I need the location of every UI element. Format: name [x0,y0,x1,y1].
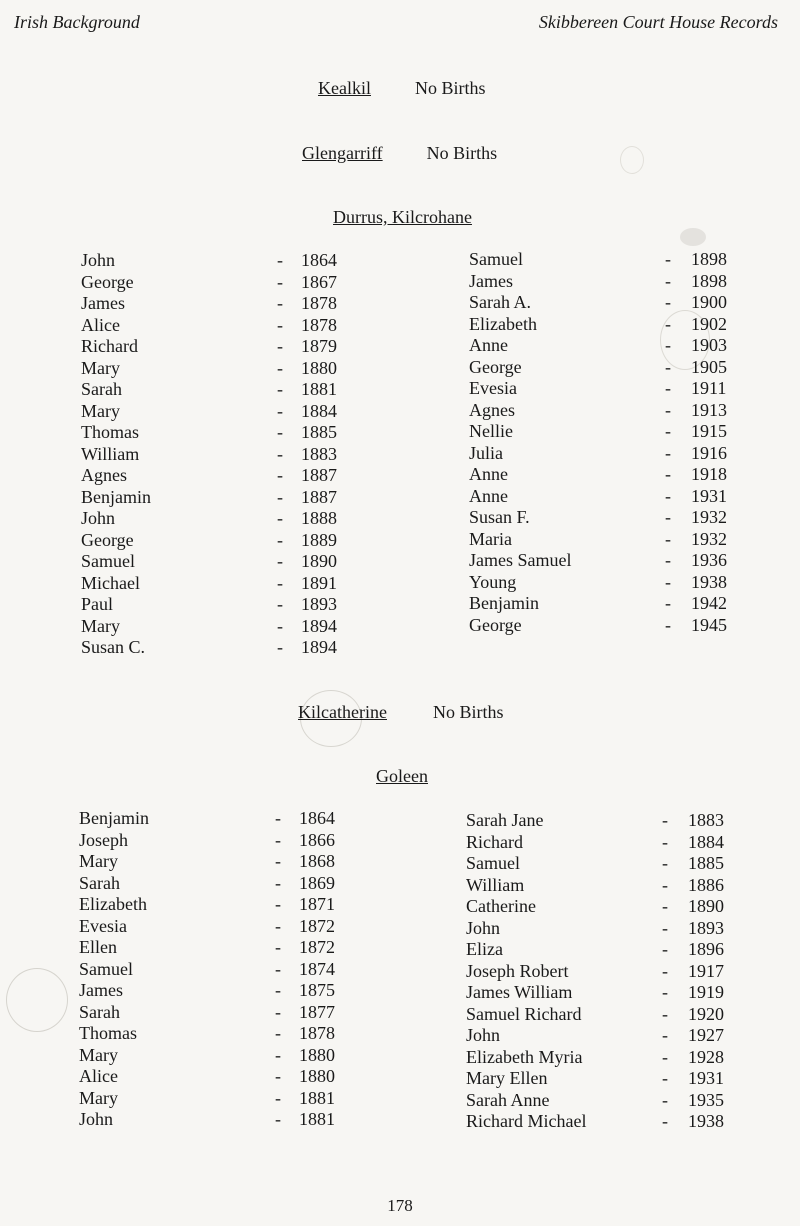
entry-dash: - [662,810,668,830]
entry-year: 1894 [301,615,337,636]
entry-year: 1878 [301,293,337,313]
entry-name: Alice [79,1066,118,1086]
entry-year: 1893 [688,917,724,938]
entry-dash: - [662,982,668,1002]
entry-dash: - [277,529,283,550]
entry-year: 1867 [301,271,337,292]
entry-name: Evesia [469,378,517,398]
entry-name: Mary [79,851,118,871]
entry-name: Mary [79,1087,118,1108]
entry-dash: - [275,829,281,850]
entry-year: 1878 [299,1023,335,1043]
entry-year: 1878 [301,314,337,335]
entry-year: 1884 [301,400,337,421]
entry-dash: - [277,400,283,421]
section-note: No Births [426,143,498,163]
entry-year: 1890 [688,896,724,916]
entry-name: James [79,980,123,1000]
entry-dash: - [275,915,281,936]
entry-name: Samuel [81,551,135,571]
entry-year: 1871 [299,894,335,914]
entry-dash: - [665,528,671,549]
entry-dash: - [275,937,281,957]
entry-dash: - [665,249,671,269]
entry-name: Mary [81,400,120,421]
entry-name: Thomas [81,422,139,442]
entry-name: Sarah [79,1001,120,1022]
entry-name: James [81,293,125,313]
entry-dash: - [662,1111,668,1131]
entry-name: Agnes [469,399,515,420]
entry-year: 1915 [691,421,727,441]
entry-name: James [469,270,513,291]
entry-year: 1903 [691,335,727,355]
entry-year: 1942 [691,593,727,613]
entry-dash: - [277,637,283,657]
entry-dash: - [277,336,283,356]
entry-name: Sarah Anne [466,1089,550,1110]
entry-dash: - [665,421,671,441]
entry-year: 1872 [299,915,335,936]
entry-year: 1932 [691,528,727,549]
entry-name: Joseph Robert [466,960,569,981]
entry-name: Samuel [469,249,523,269]
entry-name: James Samuel [469,550,572,570]
entry-name: Mary [79,1044,118,1065]
entry-year: 1881 [299,1087,335,1108]
entry-dash: - [665,270,671,291]
entry-name: Julia [469,442,503,463]
entry-year: 1893 [301,594,337,614]
entry-dash: - [665,507,671,527]
entry-dash: - [665,485,671,506]
entry-year: 1880 [299,1044,335,1065]
entry-name: Elizabeth [469,313,537,334]
entry-year: 1891 [301,572,337,593]
entry-dash: - [662,1025,668,1045]
entry-name: Eliza [466,939,503,959]
section-glengarriff [302,143,497,164]
entry-name: Mary [81,357,120,378]
entry-year: 1928 [688,1046,724,1067]
section-kealkil [318,78,486,99]
entry-year: 1936 [691,550,727,570]
entry-dash: - [277,422,283,442]
entry-name: Elizabeth [79,894,147,914]
entry-year: 1905 [691,356,727,377]
entry-name: Samuel [466,853,520,873]
header-left: Irish Background [14,12,140,32]
entry-name: George [469,614,522,635]
entry-year: 1875 [299,980,335,1000]
entry-year: 1898 [691,270,727,291]
entry-dash: - [275,1001,281,1022]
entry-year: 1900 [691,292,727,312]
entry-name: Richard [466,831,523,852]
entry-name: Samuel [79,958,133,979]
entry-year: 1880 [299,1066,335,1086]
entry-name: Sarah Jane [466,810,544,830]
entry-dash: - [665,335,671,355]
entry-dash: - [277,508,283,528]
entry-year: 1864 [301,250,337,270]
stain-mark [680,228,706,246]
entry-dash: - [662,939,668,959]
entry-dash: - [277,443,283,464]
entry-name: John [81,508,116,528]
entry-name: John [81,250,116,270]
entry-dash: - [665,399,671,420]
entry-dash: - [277,594,283,614]
entry-name: George [81,529,134,550]
entry-year: 1938 [688,1111,724,1131]
entry-dash: - [665,292,671,312]
entry-name: Catherine [466,896,536,916]
section-name: Glengarriff [302,143,383,163]
entry-name: Susan F. [469,507,530,527]
entry-name: Maria [469,528,512,549]
entry-name: Thomas [79,1023,137,1043]
entry-year: 1883 [688,810,724,830]
entry-dash: - [275,872,281,893]
entry-dash: - [275,1087,281,1108]
entry-year: 1884 [688,831,724,852]
entry-year: 1932 [691,507,727,527]
entry-dash: - [665,593,671,613]
entry-name: Benjamin [79,808,149,828]
entry-dash: - [665,571,671,592]
entry-year: 1872 [299,937,335,957]
stain-mark [6,968,68,1032]
entry-name: Benjamin [469,593,539,613]
page-number: 178 [387,1196,413,1215]
entry-name: Anne [469,464,508,484]
entry-dash: - [665,356,671,377]
entry-name: Agnes [81,465,127,485]
entry-name: William [466,874,525,895]
entry-dash: - [277,615,283,636]
entry-year: 1888 [301,508,337,528]
entry-name: Alice [81,314,120,335]
entry-year: 1918 [691,464,727,484]
section-note: No Births [414,78,486,98]
entry-year: 1885 [301,422,337,442]
entry-name: John [466,917,501,938]
entry-year: 1879 [301,336,337,356]
entry-dash: - [277,486,283,507]
entry-year: 1938 [691,571,727,592]
entry-name: Evesia [79,915,127,936]
entry-dash: - [662,1046,668,1067]
entry-year: 1931 [688,1068,724,1088]
entry-name: Paul [81,594,114,614]
entry-name: Benjamin [81,486,151,507]
entry-name: Richard Michael [466,1111,587,1131]
section-note: No Births [432,702,504,722]
entry-dash: - [277,572,283,593]
entry-dash: - [277,293,283,313]
entry-year: 1868 [299,851,335,871]
section-name: Durrus, Kilcrohane [333,207,472,227]
header-right: Skibbereen Court House Records [538,12,778,32]
entry-year: 1935 [688,1089,724,1110]
entry-name: Richard [81,336,138,356]
entry-year: 1894 [301,637,337,657]
entry-name: John [466,1025,501,1045]
entry-dash: - [665,550,671,570]
entry-year: 1864 [299,808,335,828]
entry-dash: - [662,1003,668,1024]
entry-year: 1945 [691,614,727,635]
entry-dash: - [277,250,283,270]
entry-dash: - [665,614,671,635]
entry-name: Elizabeth Myria [466,1046,583,1067]
entry-dash: - [275,1109,281,1129]
entry-dash: - [277,314,283,335]
entry-year: 1883 [301,443,337,464]
stain-mark [620,146,644,174]
entry-dash: - [665,313,671,334]
entry-dash: - [662,831,668,852]
entry-dash: - [662,960,668,981]
section-durrus [333,207,472,228]
entry-name: Joseph [79,829,128,850]
entry-name: Michael [81,572,140,593]
section-name: Kealkil [318,78,371,98]
entry-dash: - [277,465,283,485]
entry-dash: - [277,379,283,399]
entry-dash: - [662,1089,668,1110]
section-kilcatherine [298,702,503,723]
entry-year: 1916 [691,442,727,463]
entry-year: 1931 [691,485,727,506]
entry-dash: - [275,958,281,979]
entry-dash: - [662,896,668,916]
entry-dash: - [277,551,283,571]
entry-dash: - [275,1044,281,1065]
entry-dash: - [275,980,281,1000]
entry-dash: - [665,442,671,463]
entry-year: 1881 [301,379,337,399]
entry-year: 1927 [688,1025,724,1045]
entry-name: Ellen [79,937,117,957]
entry-dash: - [275,808,281,828]
entry-year: 1866 [299,829,335,850]
entry-year: 1889 [301,529,337,550]
entry-dash: - [665,378,671,398]
entry-year: 1869 [299,872,335,893]
entry-year: 1896 [688,939,724,959]
entry-dash: - [662,874,668,895]
entry-year: 1920 [688,1003,724,1024]
entry-year: 1902 [691,313,727,334]
entry-year: 1917 [688,960,724,981]
entry-year: 1919 [688,982,724,1002]
entry-name: Nellie [469,421,513,441]
entry-name: Samuel Richard [466,1003,582,1024]
entry-year: 1885 [688,853,724,873]
entry-name: William [81,443,140,464]
entry-dash: - [275,851,281,871]
entry-year: 1890 [301,551,337,571]
entry-year: 1887 [301,486,337,507]
section-name: Goleen [376,766,428,786]
entry-dash: - [275,1066,281,1086]
entry-year: 1874 [299,958,335,979]
section-name: Kilcatherine [298,702,387,722]
entry-dash: - [275,894,281,914]
entry-name: John [79,1109,114,1129]
entry-dash: - [662,1068,668,1088]
entry-name: Young [469,571,517,592]
entry-year: 1881 [299,1109,335,1129]
entry-dash: - [275,1023,281,1043]
entry-name: James William [466,982,573,1002]
entry-year: 1913 [691,399,727,420]
entry-dash: - [665,464,671,484]
entry-name: Mary Ellen [466,1068,548,1088]
entry-name: Susan C. [81,637,146,657]
section-goleen [376,766,428,787]
entry-dash: - [277,271,283,292]
entry-name: Sarah [79,872,120,893]
entry-year: 1911 [691,378,727,398]
entry-name: Anne [469,485,508,506]
entry-dash: - [277,357,283,378]
entry-name: Mary [81,615,120,636]
entry-name: Sarah A. [469,292,531,312]
entry-year: 1887 [301,465,337,485]
entry-dash: - [662,853,668,873]
entry-name: George [81,271,134,292]
entry-dash: - [662,917,668,938]
entry-year: 1886 [688,874,724,895]
entry-name: Sarah [81,379,122,399]
entry-year: 1880 [301,357,337,378]
entry-name: George [469,356,522,377]
entry-name: Anne [469,335,508,355]
entry-year: 1898 [691,249,727,269]
entry-year: 1877 [299,1001,335,1022]
